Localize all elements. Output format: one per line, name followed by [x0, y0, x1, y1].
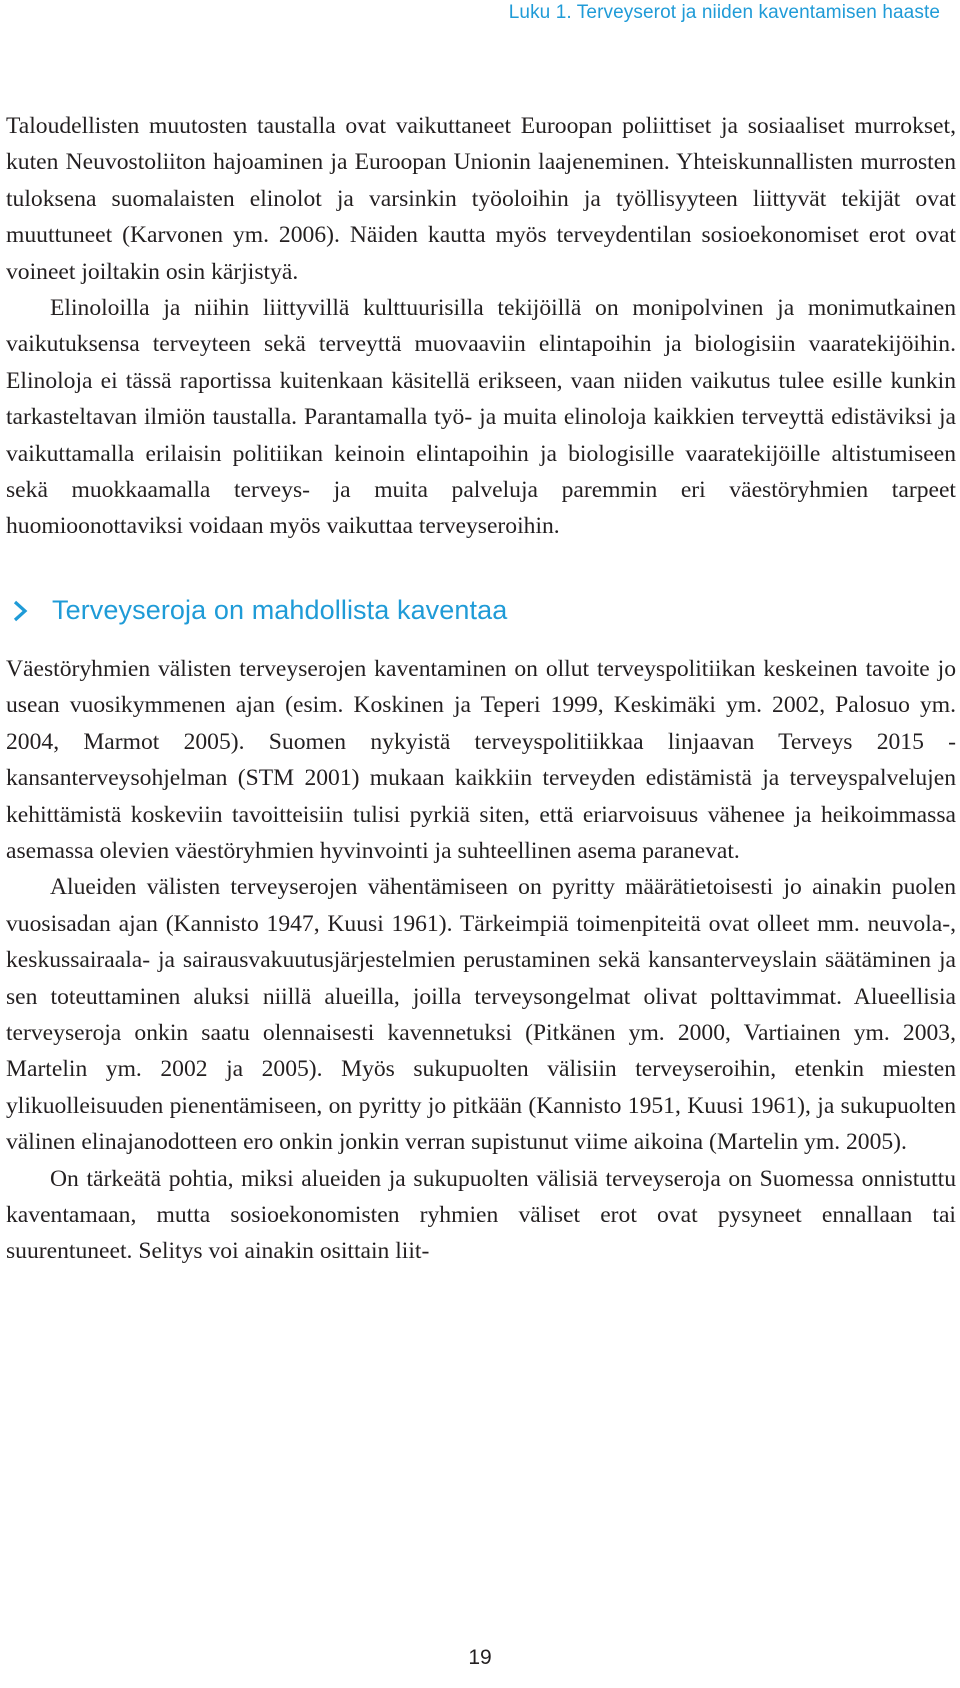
section-paragraph-2: Alueiden välisten terveyserojen vähentämiseen on pyritty määrätietoisesti jo ainakin puolen vuosisadan ajan (Kannisto 1947, Kuusi 1961). Tärkeimpiä toimenpiteitä ovat olleet mm. neuvola-, keskussairaala- ja sairausvakuutusjärjestelmien perustaminen sekä kansanterveyslain säätäminen ja sen toteuttaminen aluksi niillä alueilla, joilla terveysongelmat olivat polttavimmat. Alueellisia terveyseroja onkin saatu olennaisesti kavennetuksi (Pitkänen ym. 2000, Vartiainen ym. 2003, Martelin ym. 2002 ja 2005). Myös sukupuolten välisiin terveyseroihin, etenkin miesten ylikuolleisuuden pienentämiseen, on pyritty jo pitkään (Kannisto 1951, Kuusi 1961), ja sukupuolten välinen elinajanodotteen ero onkin jonkin verran supistunut viime aikoina (Martelin ym. 2005).	[6, 874, 956, 1156]
chevron-right-icon	[8, 599, 32, 623]
section-title: Terveyseroja on mahdollista kaventaa	[52, 595, 508, 626]
intro-paragraph-1: Taloudellisten muutosten taustalla ovat vaikuttaneet Euroopan poliittiset ja sosiaaliset murrokset, kuten Neuvostoliiton hajoaminen ja Euroopan Unionin laajeneminen. Yhteiskunnallisten murrosten tuloksena suomalaisten elinolot ja varsinkin työoloihin ja työllisyyteen liittyvät tekijät ovat muuttuneet (Karvonen ym. 2006). Näiden kautta myös terveydentilan sosioekonomiset erot ovat voineet joiltakin osin kärjistyä.	[6, 113, 956, 285]
page-number: 19	[468, 1646, 492, 1669]
intro-paragraph-2: Elinoloilla ja niihin liittyvillä kulttuurisilla tekijöillä on monipolvinen ja monimutkainen vaikutuksensa terveyteen sekä terveyttä muovaaviin elintapoihin ja biologisiin vaaratekijöihin. Elinoloja ei tässä raportissa kuitenkaan käsitellä erikseen, vaan niiden vaikutus tulee esille kunkin tarkasteltavan ilmiön taustalla. Parantamalla työ- ja muita elinoloja kaikkien terveyttä edistäviksi ja vaikuttamalla erilaisin politiikan keinoin elintapoihin ja biologisille vaaratekijöille altistumiseen sekä muokkaamalla terveys- ja muita palveluja paremmin eri väestöryhmien tarpeet huomioonottaviksi voidaan myös vaikuttaa terveyseroihin.	[6, 295, 956, 540]
page-body	[6, 108, 956, 1270]
section-paragraph-3: On tärkeätä pohtia, miksi alueiden ja sukupuolten välisiä terveyseroja on Suomessa onnistuttu kaventamaan, mutta sosioekonomisten ryhmien väliset erot ovat pysyneet ennallaan tai suurentuneet. Selitys voi ainakin osittain liit-	[6, 1165, 956, 1265]
section-paragraph-1: Väestöryhmien välisten terveyserojen kaventaminen on ollut terveyspolitiikan keskeinen tavoite jo usean vuosikymmenen ajan (esim. Koskinen ja Teperi 1999, Keskimäki ym. 2002, Palosuo ym. 2004, Marmot 2005). Suomen nykyistä terveyspolitiikkaa linjaavan Terveys 2015 -kansanterveysohjelman (STM 2001) mukaan kaikkiin terveyden edistämistä ja terveyspalvelujen kehittämistä koskeviin tavoitteisiin tulisi pyrkiä siten, että eriarvoisuus vähenee ja heikoimmassa asemassa olevien väestöryhmien hyvinvointi ja suhteellinen asema paranevat.	[6, 655, 956, 864]
running-header: Luku 1. Terveyserot ja niiden kaventamisen haaste	[508, 2, 940, 23]
section-heading	[6, 591, 956, 631]
